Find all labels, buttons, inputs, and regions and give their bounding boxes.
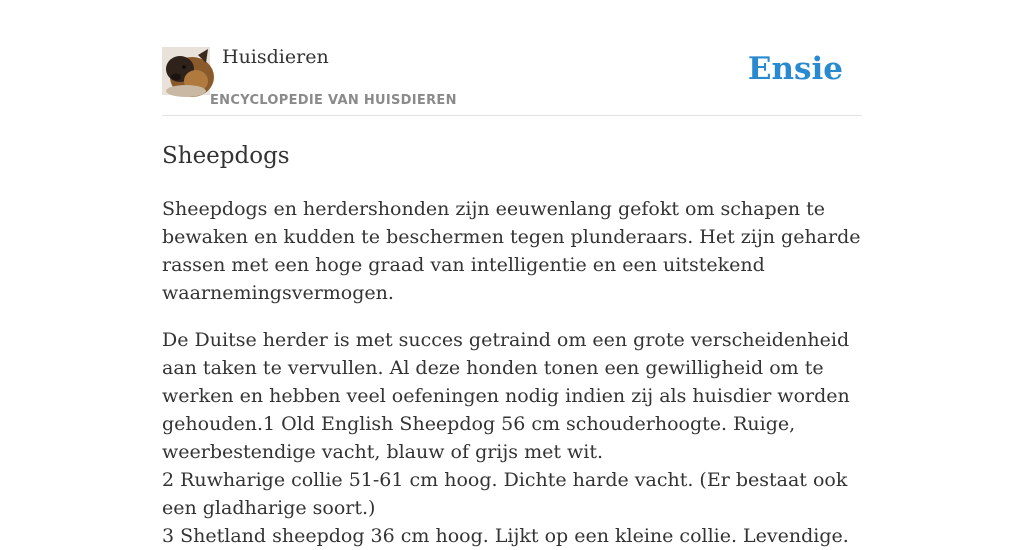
site-header [162,0,862,116]
page [162,0,862,547]
article-paragraph: De Duitse herder is met succes getraind om een grote verscheidenheid aan taken te vervullen. Al deze honden tonen een gewilligheid om te werken en hebben veel oefeningen nodig indien zij als huisdier worden gehouden.1 Old English Sheepdog 56 cm schouderhoogte. Ruige, weerbestendige vacht, blauw of grijs met wit. 2 Ruwharige collie 51-61 cm hoog. Dichte harde vacht. (Er bestaat ook een gladharige soort.) 3 Shetland sheepdog 36 cm hoog. Lijkt op een kleine collie. Levendige. [162,329,850,547]
site-name[interactable]: Huisdieren [222,46,329,68]
article-paragraph: Sheepdogs en herdershonden zijn eeuwenlang gefokt om schapen te bewaken en kudden te beschermen tegen plunderaars. Het zijn geharde rassen met een hoge graad van intelligentie en een uitstekend waarnemingsvermogen. [162,198,861,304]
dog-photo-icon [162,47,210,95]
site-subtitle: ENCYCLOPEDIE VAN HUISDIEREN [210,93,457,108]
article [162,142,862,550]
article-title: Sheepdogs [162,143,290,169]
category-avatar[interactable] [162,47,210,95]
brand-logo-link[interactable]: Ensie [747,51,843,87]
